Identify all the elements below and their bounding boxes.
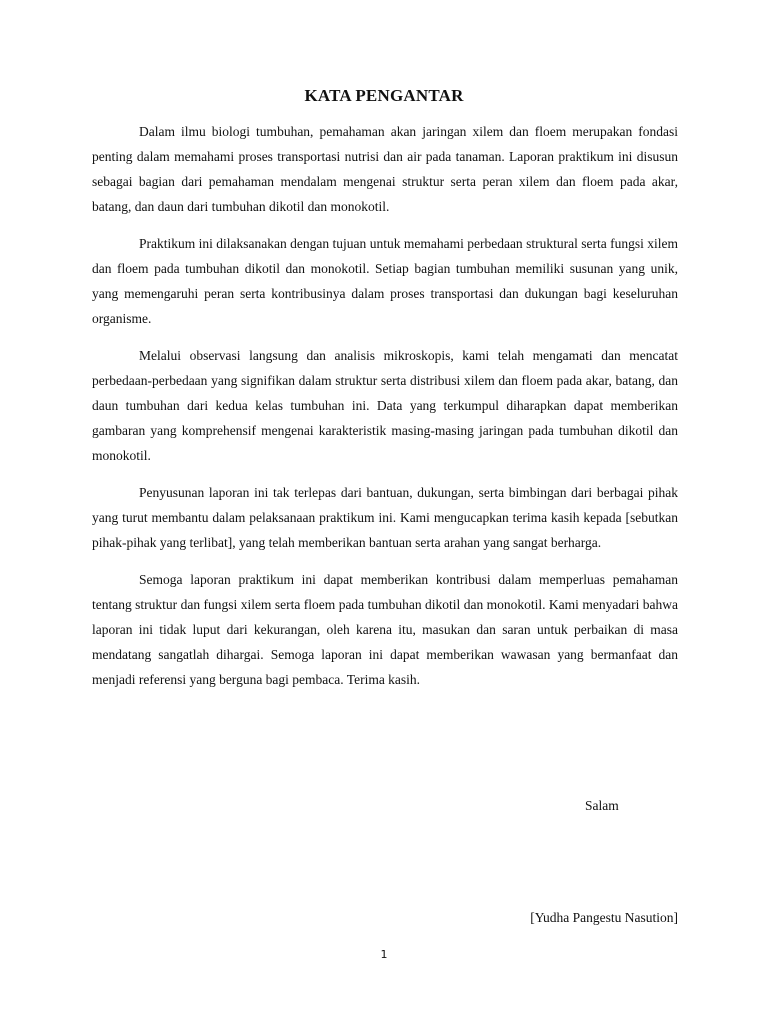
page-title: KATA PENGANTAR [304, 86, 464, 105]
paragraph-4: Penyusunan laporan ini tak terlepas dari bantuan, dukungan, serta bimbingan dari berbagai pihak yang turut membantu dalam pelaksanaan praktikum ini. Kami mengucapkan terima kasih kepada [sebutkan pihak-pihak yang terlibat], yang telah memberikan bantuan serta arahan yang sangat berharga. [92, 485, 678, 550]
paragraph-2: Praktikum ini dilaksanakan dengan tujuan untuk memahami perbedaan struktural serta fungsi xilem dan floem pada tumbuhan dikotil dan monokotil. Setiap bagian tumbuhan memiliki susunan yang unik, yang memengaruhi peran serta kontribusinya dalam proses transportasi dan dukungan bagi keseluruhan organisme. [92, 236, 678, 326]
page-number: 1 [380, 948, 388, 961]
paragraph-1: Dalam ilmu biologi tumbuhan, pemahaman akan jaringan xilem dan floem merupakan fondasi penting dalam memahami proses transportasi nutrisi dan air pada tanaman. Laporan praktikum ini disusun sebagai bagian dari pemahaman mendalam mengenai struktur serta peran xilem dan floem pada akar, batang, dan daun dari tumbuhan dikotil dan monokotil. [92, 124, 678, 214]
author-signature: [Yudha Pangestu Nasution] [530, 910, 678, 925]
document-body [92, 119, 678, 704]
closing-salutation: Salam [585, 798, 619, 813]
paragraph-3: Melalui observasi langsung dan analisis mikroskopis, kami telah mengamati dan mencatat perbedaan-perbedaan yang signifikan dalam struktur serta distribusi xilem dan floem pada akar, batang, dan daun tumbuhan dari kedua kelas tumbuhan ini. Data yang terkumpul diharapkan dapat memberikan gambaran yang komprehensif mengenai karakteristik masing-masing jaringan pada tumbuhan dikotil dan monokotil. [92, 348, 678, 463]
paragraph-5: Semoga laporan praktikum ini dapat memberikan kontribusi dalam memperluas pemahaman tentang struktur dan fungsi xilem serta floem pada tumbuhan dikotil dan monokotil. Kami menyadari bahwa laporan ini tidak luput dari kekurangan, oleh karena itu, masukan dan saran untuk perbaikan di masa mendatang sangatlah dihargai. Semoga laporan ini dapat memberikan wawasan yang bermanfaat dan menjadi referensi yang berguna bagi pembaca. Terima kasih. [92, 572, 678, 687]
